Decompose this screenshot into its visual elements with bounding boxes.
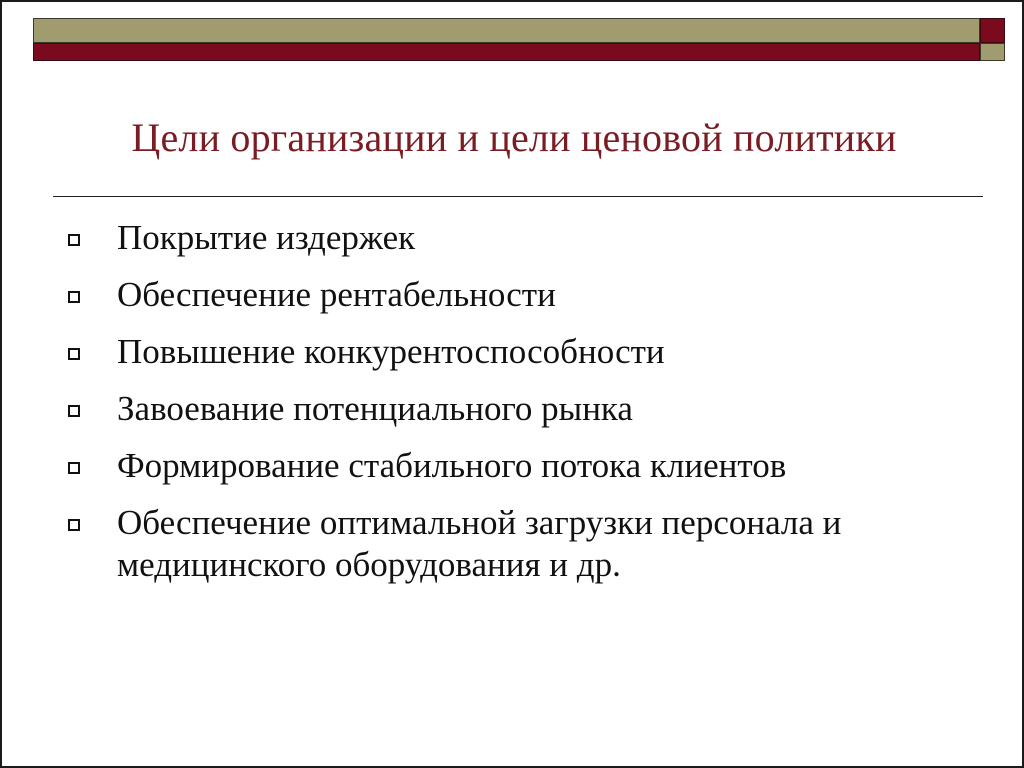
header-maroon-square bbox=[980, 18, 1005, 43]
title-divider bbox=[53, 196, 983, 197]
list-item-text: Покрытие издержек bbox=[117, 218, 416, 257]
hollow-square-icon bbox=[68, 348, 80, 360]
list-item bbox=[68, 388, 968, 430]
list-item-text: Обеспечение рентабельности bbox=[117, 275, 556, 314]
header-olive-square bbox=[980, 43, 1005, 61]
header-maroon-bar bbox=[33, 43, 980, 61]
list-item-text: Формирование стабильного потока клиентов bbox=[117, 446, 787, 485]
hollow-square-icon bbox=[68, 291, 80, 303]
list-item-text: Обеспечение оптимальной загрузки персонала и медицинского оборудования и др. bbox=[117, 503, 842, 584]
list-item bbox=[68, 445, 968, 487]
header-olive-bar bbox=[33, 18, 980, 43]
list-item-text: Завоевание потенциального рынка bbox=[117, 389, 633, 428]
bullet-list bbox=[68, 217, 968, 601]
hollow-square-icon bbox=[68, 234, 80, 246]
list-item bbox=[68, 274, 968, 316]
hollow-square-icon bbox=[68, 519, 80, 531]
list-item bbox=[68, 217, 968, 259]
hollow-square-icon bbox=[68, 405, 80, 417]
list-item bbox=[68, 502, 968, 586]
hollow-square-icon bbox=[68, 462, 80, 474]
list-item-text: Повышение конкурентоспособности bbox=[117, 332, 665, 371]
list-item bbox=[68, 331, 968, 373]
slide-title: Цели организации и цели ценовой политики bbox=[131, 115, 897, 160]
